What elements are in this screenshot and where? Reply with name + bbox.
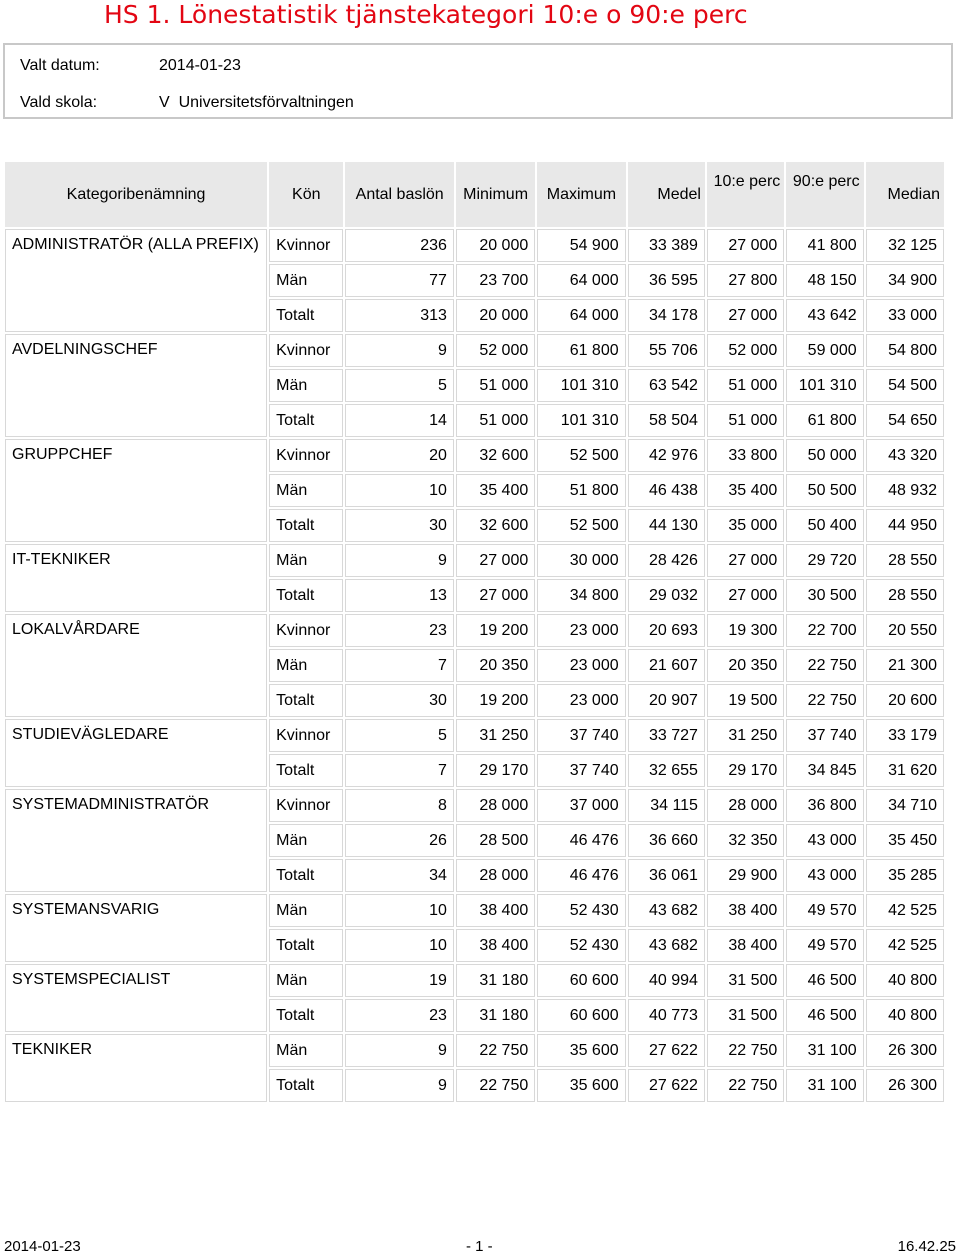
table-row (5, 614, 944, 647)
value-cell: 50 400 (786, 509, 863, 542)
value-cell: 10 (345, 894, 453, 927)
value-cell: 10 (345, 474, 453, 507)
value-cell: 23 000 (537, 649, 625, 682)
gender-cell: Män (269, 264, 343, 297)
report-title: HS 1. Lönestatistik tjänstekategori 10:e o 90:e perc (104, 0, 748, 29)
value-cell: 52 000 (456, 334, 535, 367)
category-cell: TEKNIKER (5, 1034, 267, 1102)
value-cell: 21 607 (628, 649, 705, 682)
selected-school-value: V Universitetsförvaltningen (159, 94, 354, 111)
gender-cell: Totalt (269, 754, 343, 787)
table-row (5, 1034, 944, 1067)
value-cell: 31 500 (707, 999, 784, 1032)
value-cell: 51 000 (707, 404, 784, 437)
value-cell: 40 800 (866, 999, 944, 1032)
value-cell: 35 400 (456, 474, 535, 507)
value-cell: 28 426 (628, 544, 705, 577)
value-cell: 26 300 (866, 1034, 944, 1067)
value-cell: 27 800 (707, 264, 784, 297)
value-cell: 32 125 (866, 229, 944, 262)
value-cell: 22 700 (786, 614, 863, 647)
value-cell: 27 000 (707, 544, 784, 577)
value-cell: 101 310 (537, 369, 625, 402)
value-cell: 60 600 (537, 999, 625, 1032)
value-cell: 9 (345, 1069, 453, 1102)
gender-cell: Kvinnor (269, 439, 343, 472)
value-cell: 37 000 (537, 789, 625, 822)
value-cell: 20 550 (866, 614, 944, 647)
value-cell: 7 (345, 754, 453, 787)
gender-cell: Män (269, 1034, 343, 1067)
value-cell: 43 000 (786, 859, 863, 892)
value-cell: 46 476 (537, 859, 625, 892)
value-cell: 64 000 (537, 299, 625, 332)
value-cell: 32 600 (456, 439, 535, 472)
value-cell: 27 000 (456, 579, 535, 612)
column-header-p10: 10:e perc (707, 162, 784, 227)
value-cell: 42 525 (866, 894, 944, 927)
gender-cell: Totalt (269, 929, 343, 962)
value-cell: 35 600 (537, 1034, 625, 1067)
value-cell: 20 350 (456, 649, 535, 682)
table-row (5, 544, 944, 577)
column-header-minimum: Minimum (456, 162, 535, 227)
value-cell: 28 550 (866, 579, 944, 612)
value-cell: 22 750 (786, 684, 863, 717)
value-cell: 19 200 (456, 684, 535, 717)
value-cell: 5 (345, 369, 453, 402)
gender-cell: Män (269, 824, 343, 857)
value-cell: 34 845 (786, 754, 863, 787)
value-cell: 31 250 (707, 719, 784, 752)
value-cell: 36 061 (628, 859, 705, 892)
table-row (5, 789, 944, 822)
gender-cell: Totalt (269, 684, 343, 717)
value-cell: 38 400 (456, 929, 535, 962)
value-cell: 46 476 (537, 824, 625, 857)
value-cell: 38 400 (456, 894, 535, 927)
value-cell: 20 000 (456, 229, 535, 262)
value-cell: 35 600 (537, 1069, 625, 1102)
value-cell: 33 389 (628, 229, 705, 262)
value-cell: 21 300 (866, 649, 944, 682)
value-cell: 61 800 (537, 334, 625, 367)
value-cell: 52 500 (537, 439, 625, 472)
value-cell: 51 000 (456, 369, 535, 402)
value-cell: 23 000 (537, 614, 625, 647)
value-cell: 9 (345, 544, 453, 577)
category-cell: ADMINISTRATÖR (ALLA PREFIX) (5, 229, 267, 332)
value-cell: 313 (345, 299, 453, 332)
category-cell: SYSTEMSPECIALIST (5, 964, 267, 1032)
value-cell: 40 773 (628, 999, 705, 1032)
value-cell: 35 450 (866, 824, 944, 857)
value-cell: 31 250 (456, 719, 535, 752)
value-cell: 55 706 (628, 334, 705, 367)
value-cell: 33 800 (707, 439, 784, 472)
value-cell: 28 550 (866, 544, 944, 577)
value-cell: 44 130 (628, 509, 705, 542)
value-cell: 31 180 (456, 964, 535, 997)
value-cell: 22 750 (707, 1034, 784, 1067)
value-cell: 32 600 (456, 509, 535, 542)
table-row (5, 894, 944, 927)
value-cell: 52 430 (537, 894, 625, 927)
gender-cell: Män (269, 369, 343, 402)
value-cell: 20 (345, 439, 453, 472)
value-cell: 19 200 (456, 614, 535, 647)
gender-cell: Kvinnor (269, 614, 343, 647)
value-cell: 27 622 (628, 1034, 705, 1067)
gender-cell: Kvinnor (269, 229, 343, 262)
gender-cell: Totalt (269, 509, 343, 542)
value-cell: 23 000 (537, 684, 625, 717)
category-cell: STUDIEVÄGLEDARE (5, 719, 267, 787)
value-cell: 38 400 (707, 929, 784, 962)
value-cell: 22 750 (456, 1069, 535, 1102)
value-cell: 9 (345, 334, 453, 367)
gender-cell: Totalt (269, 299, 343, 332)
value-cell: 49 570 (786, 894, 863, 927)
value-cell: 34 900 (866, 264, 944, 297)
value-cell: 44 950 (866, 509, 944, 542)
category-cell: SYSTEMADMINISTRATÖR (5, 789, 267, 892)
value-cell: 29 170 (707, 754, 784, 787)
value-cell: 54 500 (866, 369, 944, 402)
value-cell: 26 300 (866, 1069, 944, 1102)
value-cell: 22 750 (456, 1034, 535, 1067)
value-cell: 27 000 (707, 299, 784, 332)
value-cell: 31 180 (456, 999, 535, 1032)
gender-cell: Kvinnor (269, 719, 343, 752)
value-cell: 23 (345, 614, 453, 647)
value-cell: 27 000 (456, 544, 535, 577)
value-cell: 28 000 (456, 859, 535, 892)
value-cell: 60 600 (537, 964, 625, 997)
salary-statistics-table (3, 160, 946, 1104)
footer-time: 16.42.25 (897, 1238, 956, 1255)
value-cell: 28 000 (456, 789, 535, 822)
gender-cell: Män (269, 649, 343, 682)
value-cell: 30 (345, 684, 453, 717)
value-cell: 20 350 (707, 649, 784, 682)
table-header-row (5, 162, 944, 227)
value-cell: 63 542 (628, 369, 705, 402)
value-cell: 14 (345, 404, 453, 437)
value-cell: 43 682 (628, 929, 705, 962)
gender-cell: Kvinnor (269, 334, 343, 367)
value-cell: 36 800 (786, 789, 863, 822)
value-cell: 34 (345, 859, 453, 892)
gender-cell: Totalt (269, 404, 343, 437)
value-cell: 77 (345, 264, 453, 297)
value-cell: 19 500 (707, 684, 784, 717)
category-cell: GRUPPCHEF (5, 439, 267, 542)
table-row (5, 719, 944, 752)
value-cell: 31 500 (707, 964, 784, 997)
table-row (5, 334, 944, 367)
value-cell: 20 693 (628, 614, 705, 647)
value-cell: 22 750 (786, 649, 863, 682)
value-cell: 31 620 (866, 754, 944, 787)
gender-cell: Totalt (269, 999, 343, 1032)
value-cell: 46 500 (786, 964, 863, 997)
value-cell: 51 000 (707, 369, 784, 402)
column-header-mean: Medel (628, 162, 705, 227)
table-row (5, 439, 944, 472)
value-cell: 26 (345, 824, 453, 857)
value-cell: 36 660 (628, 824, 705, 857)
column-header-category: Kategoribenämning (5, 162, 267, 227)
value-cell: 46 500 (786, 999, 863, 1032)
value-cell: 51 800 (537, 474, 625, 507)
value-cell: 28 500 (456, 824, 535, 857)
value-cell: 43 320 (866, 439, 944, 472)
value-cell: 30 000 (537, 544, 625, 577)
table-row (5, 229, 944, 262)
value-cell: 35 285 (866, 859, 944, 892)
value-cell: 48 932 (866, 474, 944, 507)
value-cell: 49 570 (786, 929, 863, 962)
value-cell: 31 100 (786, 1069, 863, 1102)
value-cell: 32 655 (628, 754, 705, 787)
column-header-gender: Kön (269, 162, 343, 227)
value-cell: 58 504 (628, 404, 705, 437)
value-cell: 236 (345, 229, 453, 262)
value-cell: 42 976 (628, 439, 705, 472)
value-cell: 29 032 (628, 579, 705, 612)
gender-cell: Totalt (269, 579, 343, 612)
value-cell: 52 500 (537, 509, 625, 542)
value-cell: 35 000 (707, 509, 784, 542)
value-cell: 101 310 (537, 404, 625, 437)
value-cell: 27 622 (628, 1069, 705, 1102)
value-cell: 7 (345, 649, 453, 682)
category-cell: SYSTEMANSVARIG (5, 894, 267, 962)
value-cell: 32 350 (707, 824, 784, 857)
value-cell: 52 430 (537, 929, 625, 962)
value-cell: 22 750 (707, 1069, 784, 1102)
value-cell: 34 800 (537, 579, 625, 612)
value-cell: 31 100 (786, 1034, 863, 1067)
value-cell: 19 300 (707, 614, 784, 647)
value-cell: 34 178 (628, 299, 705, 332)
value-cell: 19 (345, 964, 453, 997)
gender-cell: Kvinnor (269, 789, 343, 822)
value-cell: 54 800 (866, 334, 944, 367)
column-header-median: Median (866, 162, 944, 227)
selected-school-label: Vald skola: (20, 94, 98, 111)
value-cell: 29 720 (786, 544, 863, 577)
value-cell: 30 (345, 509, 453, 542)
column-header-p90: 90:e perc (786, 162, 863, 227)
selected-school-row (20, 93, 354, 113)
gender-cell: Män (269, 544, 343, 577)
value-cell: 50 500 (786, 474, 863, 507)
category-cell: LOKALVÅRDARE (5, 614, 267, 717)
value-cell: 50 000 (786, 439, 863, 472)
value-cell: 38 400 (707, 894, 784, 927)
value-cell: 42 525 (866, 929, 944, 962)
selected-date-row (20, 56, 241, 76)
selected-date-label: Valt datum: (20, 57, 100, 74)
value-cell: 5 (345, 719, 453, 752)
value-cell: 36 595 (628, 264, 705, 297)
gender-cell: Män (269, 964, 343, 997)
value-cell: 34 710 (866, 789, 944, 822)
value-cell: 23 (345, 999, 453, 1032)
value-cell: 37 740 (537, 754, 625, 787)
gender-cell: Totalt (269, 1069, 343, 1102)
footer-date: 2014-01-23 (4, 1238, 81, 1255)
value-cell: 33 000 (866, 299, 944, 332)
value-cell: 20 600 (866, 684, 944, 717)
value-cell: 34 115 (628, 789, 705, 822)
value-cell: 30 500 (786, 579, 863, 612)
footer-page-number: - 1 - (466, 1238, 493, 1255)
value-cell: 46 438 (628, 474, 705, 507)
value-cell: 40 994 (628, 964, 705, 997)
value-cell: 37 740 (786, 719, 863, 752)
value-cell: 43 642 (786, 299, 863, 332)
value-cell: 59 000 (786, 334, 863, 367)
value-cell: 10 (345, 929, 453, 962)
category-cell: AVDELNINGSCHEF (5, 334, 267, 437)
value-cell: 48 150 (786, 264, 863, 297)
column-header-count: Antal baslön (345, 162, 453, 227)
value-cell: 52 000 (707, 334, 784, 367)
table-row (5, 964, 944, 997)
value-cell: 41 800 (786, 229, 863, 262)
value-cell: 13 (345, 579, 453, 612)
gender-cell: Totalt (269, 859, 343, 892)
value-cell: 43 682 (628, 894, 705, 927)
value-cell: 28 000 (707, 789, 784, 822)
column-header-maximum: Maximum (537, 162, 625, 227)
value-cell: 27 000 (707, 229, 784, 262)
value-cell: 20 000 (456, 299, 535, 332)
value-cell: 54 900 (537, 229, 625, 262)
selected-date-value: 2014-01-23 (159, 57, 241, 74)
table-body (5, 229, 944, 1102)
value-cell: 33 727 (628, 719, 705, 752)
value-cell: 61 800 (786, 404, 863, 437)
value-cell: 29 170 (456, 754, 535, 787)
value-cell: 37 740 (537, 719, 625, 752)
value-cell: 8 (345, 789, 453, 822)
gender-cell: Män (269, 894, 343, 927)
value-cell: 64 000 (537, 264, 625, 297)
value-cell: 29 900 (707, 859, 784, 892)
value-cell: 23 700 (456, 264, 535, 297)
value-cell: 51 000 (456, 404, 535, 437)
value-cell: 43 000 (786, 824, 863, 857)
value-cell: 33 179 (866, 719, 944, 752)
value-cell: 40 800 (866, 964, 944, 997)
selection-panel (3, 43, 953, 119)
category-cell: IT-TEKNIKER (5, 544, 267, 612)
value-cell: 35 400 (707, 474, 784, 507)
value-cell: 101 310 (786, 369, 863, 402)
value-cell: 54 650 (866, 404, 944, 437)
value-cell: 27 000 (707, 579, 784, 612)
value-cell: 20 907 (628, 684, 705, 717)
gender-cell: Män (269, 474, 343, 507)
value-cell: 9 (345, 1034, 453, 1067)
